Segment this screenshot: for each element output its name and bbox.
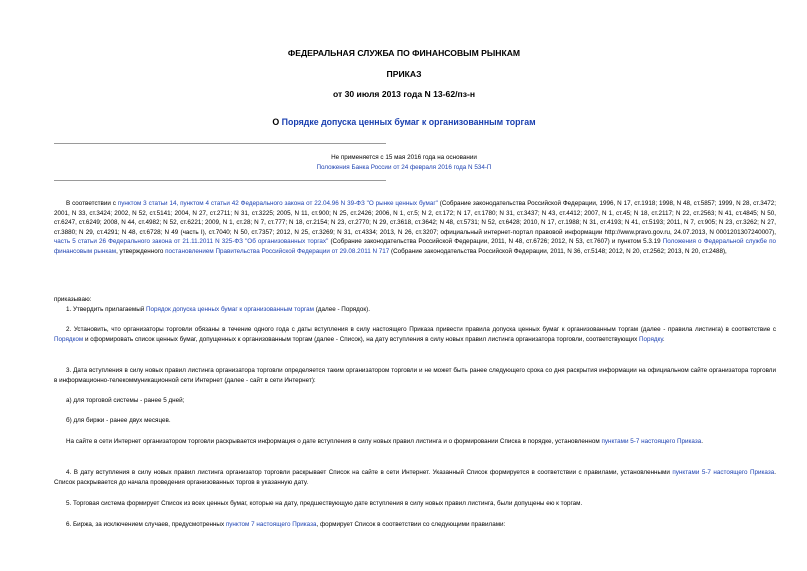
- item-3c-text-end: .: [701, 438, 703, 445]
- item-1-text: 1. Утвердить прилагаемый: [66, 306, 147, 313]
- item-3c-text: На сайте в сети Интернет организатором торговли раскрывается информация о дате вступления в силу новых правил листинга и о формировании Списка в порядке, установленном: [66, 438, 602, 445]
- preamble-paragraph: [54, 199, 776, 256]
- order-title-prefix: О: [272, 117, 282, 127]
- preamble-link-law-325fz[interactable]: часть 5 статьи 26 Федерального закона от 21.11.2011 N 325-ФЗ "Об организованных торгах": [54, 238, 329, 245]
- preamble-text-5: (Собрание законодательства Российской Федерации, 2011, N 36, ст.5148; 2012, N 20, ст.2562; 2013, N 20, ст.2488),: [389, 247, 727, 255]
- item-2-text-mid: и сформировать список ценных бумаг, допущенных к организованным торгам (далее - Список), на дату вступления в силу новых правил листинга организатора торговли, соответствующих: [83, 335, 639, 343]
- order-title-link[interactable]: Порядке допуска ценных бумаг к организованным торгам: [281, 117, 536, 127]
- item-6: [54, 520, 776, 530]
- agency-heading: ФЕДЕРАЛЬНАЯ СЛУЖБА ПО ФИНАНСОВЫМ РЫНКАМ: [287, 48, 521, 58]
- item-2: [54, 325, 776, 344]
- divider-top: [54, 143, 386, 144]
- item-4: [54, 468, 776, 487]
- item-2-text-end: .: [662, 335, 665, 343]
- preamble-text-3: (Собрание законодательства Российской Федерации, 2011, N 48, ст.6726; 2012, N 53, ст.7607) и пунктом 5.3.19: [328, 238, 663, 245]
- preamble-link-resolution[interactable]: постановлением Правительства Российской Федерации от 29.08.2011 N 717: [165, 247, 390, 255]
- doc-type-heading: ПРИКАЗ: [386, 69, 422, 79]
- item-6-text: 6. Биржа, за исключением случаев, предусмотренных: [66, 521, 226, 528]
- item-1-text-end: (далее - Порядок).: [314, 306, 370, 313]
- status-note-link[interactable]: Положения Банка России от 24 февраля 2016 года N 534-П: [316, 164, 492, 171]
- item-3: 3. Дата вступления в силу новых правил листинга организатора торговли определяется таким организатором торговли и не может быть ранее следующего срока со дня раскрытия информации на официальном сайте организатора торговли в информационно-телекоммуникационной сети Интернет (далее - сайт в сети Интернет):: [54, 367, 776, 384]
- date-number-heading: от 30 июля 2013 года N 13-62/пз-н: [332, 89, 476, 99]
- item-2-link-2[interactable]: Порядку: [638, 335, 663, 343]
- preamble-link-regulation[interactable]: Положения о Федеральной службе по финансовым рынкам: [54, 238, 776, 255]
- item-6-text-end: , формирует Список в соответствии со следующими правилами:: [316, 521, 506, 528]
- order-word: приказываю:: [54, 296, 92, 303]
- preamble-text-1: В соответствии с: [66, 200, 118, 207]
- item-4-text: 4. В дату вступления в силу новых правил листинга организатор торговли раскрывает Список на сайте в сети Интернет. Указанный Список формируется в соответствии с правилами, установленными: [66, 469, 673, 476]
- item-6-link[interactable]: пунктом 7 настоящего Приказа: [225, 521, 317, 528]
- item-3a: а) для торговой системы - ранее 5 дней;: [66, 397, 185, 404]
- status-note-line2: [40, 163, 768, 174]
- divider-bottom: [54, 180, 386, 181]
- item-4-text-end: . Список раскрывается до начала проведения организованных торгов в указанную дату.: [54, 469, 776, 486]
- preamble-text-4: , утвержденного: [116, 247, 166, 255]
- item-2-text: 2. Установить, что организаторы торговли обязаны в течение одного года с даты вступления в силу настоящего Приказа привести правила допуска ценных бумаг к организованным торгам (далее - правила листинга) в соответствие с: [66, 326, 776, 333]
- item-3c: [54, 437, 776, 447]
- item-3c-link[interactable]: пунктами 5-7 настоящего Приказа: [601, 438, 702, 445]
- item-2-link-1[interactable]: Порядком: [54, 335, 84, 343]
- preamble-link-law-39fz[interactable]: пунктом 3 статьи 14, пунктом 4 статьи 42 Федерального закона от 22.04.96 N 39-ФЗ "О рынке ценных бумаг": [117, 200, 438, 207]
- status-note-line1: Не применяется с 15 мая 2016 года на основании: [331, 154, 477, 161]
- item-1: [54, 305, 776, 315]
- item-5: 5. Торговая система формирует Список из всех ценных бумаг, которые на дату, предшествующую дате вступления в силу новых правил листинга, были допущены ею к торгам.: [66, 500, 583, 507]
- item-3b: б) для биржи - ранее двух месяцев.: [66, 417, 171, 424]
- order-title: [40, 117, 768, 127]
- item-4-link[interactable]: пунктами 5-7 настоящего Приказа: [672, 469, 775, 476]
- preamble-text-2: (Собрание законодательства Российской Федерации, 1996, N 17, ст.1918; 1998, N 48, ст.5857; 1999, N 28, ст.3472; 2001, N 33, ст.3424; 2002, N 52, ст.5141; 2004, N 27, ст.2711; N 31, ст.3225; 2005, N 11, ст.900; N 25, ст.2426; 2006, N 1, ст.5; N 2, ст.172; N 17, ст.1780; N 31, ст.3437; N 43, ст.4412; 2007, N 1, ст.45; N 18, ст.2117; N 22, ст.2563; N 41, ст.4845; N 50, ст.6247, ст.6249; 2008, N 44, ст.4982; N 52, ст.6221; 2009, N 1, ст.28; N 7, ст.777; N 18, ст.2154; N 23, ст.2770; N 29, ст.3618, ст.3642; N 48, ст.5731; N 52, ст.6428; 2010, N 17, ст.1988; N 31, ст.4193; N 41, ст.5193; 2011, N 7, ст.905; N 23, ст.3262; N 27, ст.3880; N 29, ст.4291; N 48, ст.6728; N 49 (часть I), ст.7040; N 50, ст.7357; 2012, N 25, ст.3269; N 31, ст.4334; 2013, N 26, ст.3207; официальный интернет-портал правовой информации http://www.pravo.gov.ru, 24.07.2013, N 0001201307240007),: [54, 200, 776, 236]
- item-1-link[interactable]: Порядок допуска ценных бумаг к организованным торгам: [146, 306, 314, 313]
